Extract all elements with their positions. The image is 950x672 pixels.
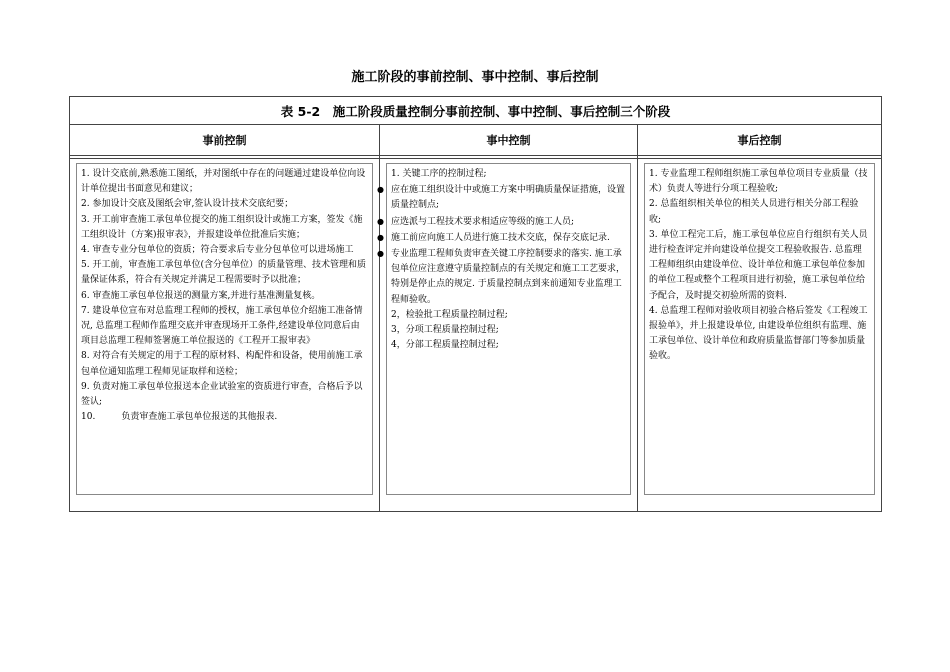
list-sub-item [377, 230, 626, 246]
item-number: 10. [81, 412, 96, 423]
bullet-icon: ● [377, 249, 384, 259]
bullet-icon: ● [377, 185, 384, 195]
before-control-list [81, 167, 368, 425]
header-after-control: 事后控制 [638, 125, 882, 156]
bullet-icon: ● [377, 232, 384, 242]
list-item: 2. 参加设计交底及图纸会审,签认设计技术交底纪要； [81, 199, 294, 210]
sub-item-text: 应在施工组织设计中或施工方案中明确质量保证措施，设置质量控制点; [391, 185, 626, 211]
list-item: 1. 设计交底前,熟悉施工图纸，并对图纸中存在的问题通过建设单位向设计单位提出书面意见和建议； [81, 169, 366, 195]
list-item [81, 410, 368, 425]
sub-item-text: 应选派与工程技术要求相适应等级的施工人员; [391, 216, 575, 227]
during-control-cell [377, 159, 638, 512]
list-item: 3，分项工程质量控制过程; [391, 325, 499, 336]
list-sub-item [377, 214, 626, 230]
after-control-cell [638, 159, 882, 512]
list-item: 2. 总监组织相关单位的相关人员进行相关分部工程验收; [649, 199, 859, 225]
list-item: 4. 审查专业分包单位的资质；符合要求后专业分包单位可以进场施工 [81, 245, 354, 256]
table-caption: 表 5-2 施工阶段质量控制分事前控制、事中控制、事后控制三个阶段 [70, 97, 882, 125]
sub-item-text: 专业监理工程师负责审查关键工序控制要求的落实. 施工承包单位应注意遵守质量控制点的有关规定和施工工艺要求，特别是停止点的规定. 于质量控制点到来前通知专业监理工程师验收。 [391, 249, 626, 305]
after-control-box [644, 163, 875, 495]
list-item: 2，检验批工程质量控制过程; [391, 309, 508, 320]
list-item: 8. 对符合有关规定的用于工程的原材料、构配件和设备，使用前施工承包单位通知监理工程师见证取样和送检； [81, 351, 363, 377]
during-control-list [377, 167, 626, 353]
before-control-cell [70, 159, 380, 512]
after-control-list [649, 167, 870, 365]
during-control-box [377, 163, 631, 495]
page-title: 施工阶段的事前控制、事中控制、事后控制 [351, 70, 599, 85]
list-item: 6. 审查施工承包单位报送的测量方案,并进行基准测量复核。 [81, 290, 321, 301]
list-sub-item [377, 246, 626, 308]
list-item: 3. 开工前审查施工承包单位提交的施工组织设计或施工方案，签发《施工组织设计（方案)报审表》，并报建设单位批准后实施； [81, 214, 363, 240]
sub-item-text: 施工前应向施工人员进行施工技术交底，保存交底记录. [391, 232, 610, 243]
list-item: 9. 负责对施工承包单位报送本企业试验室的资质进行审查，合格后予以签认; [81, 381, 363, 408]
item-text: 负责审查施工承包单位报送的其他报表. [121, 412, 278, 423]
list-item: 4. 总监理工程师对验收项目初验合格后签发《工程竣工报验单》，并上报建设单位, 由建设单位组织有监理、施工承包单位、设计单位和政府质量监督部门等参加质量验收。 [649, 305, 868, 362]
list-item: 1. 关键工序的控制过程; [391, 169, 487, 179]
header-during-control: 事中控制 [380, 125, 638, 156]
list-sub-item [377, 182, 626, 213]
bullet-icon: ● [377, 216, 384, 226]
list-item: 4，分部工程质量控制过程; [391, 340, 499, 351]
list-item: 1. 专业监理工程师组织施工承包单位项目专业质量（技术）负责人等进行分项工程验收; [649, 169, 868, 195]
list-item: 3. 单位工程完工后，施工承包单位应自行组织有关人员进行检查评定并向建设单位提交工程验收报告. 总监理工程师组织由建设单位、设计单位和施工承包单位参加的单位工程或整个工程项目进行初验，施工承包单位给予配合，及时提交初验所需的资料. [649, 229, 868, 301]
list-item: 7. 建设单位宣布对总监理工程师的授权，施工承包单位介绍施工准备情况, 总监理工程师作监理交底并审查现场开工条件,经建设单位同意后由项目总监理工程师签署施工单位报送的《工程开工报审表》 [81, 305, 363, 347]
before-control-box [76, 163, 373, 495]
header-before-control: 事前控制 [70, 125, 380, 156]
list-item: 5. 开工前，审查施工承包单位(含分包单位）的质量管理、技术管理和质量保证体系，符合有关规定并满足工程需要时予以批准； [81, 260, 366, 286]
quality-control-table [69, 96, 882, 512]
